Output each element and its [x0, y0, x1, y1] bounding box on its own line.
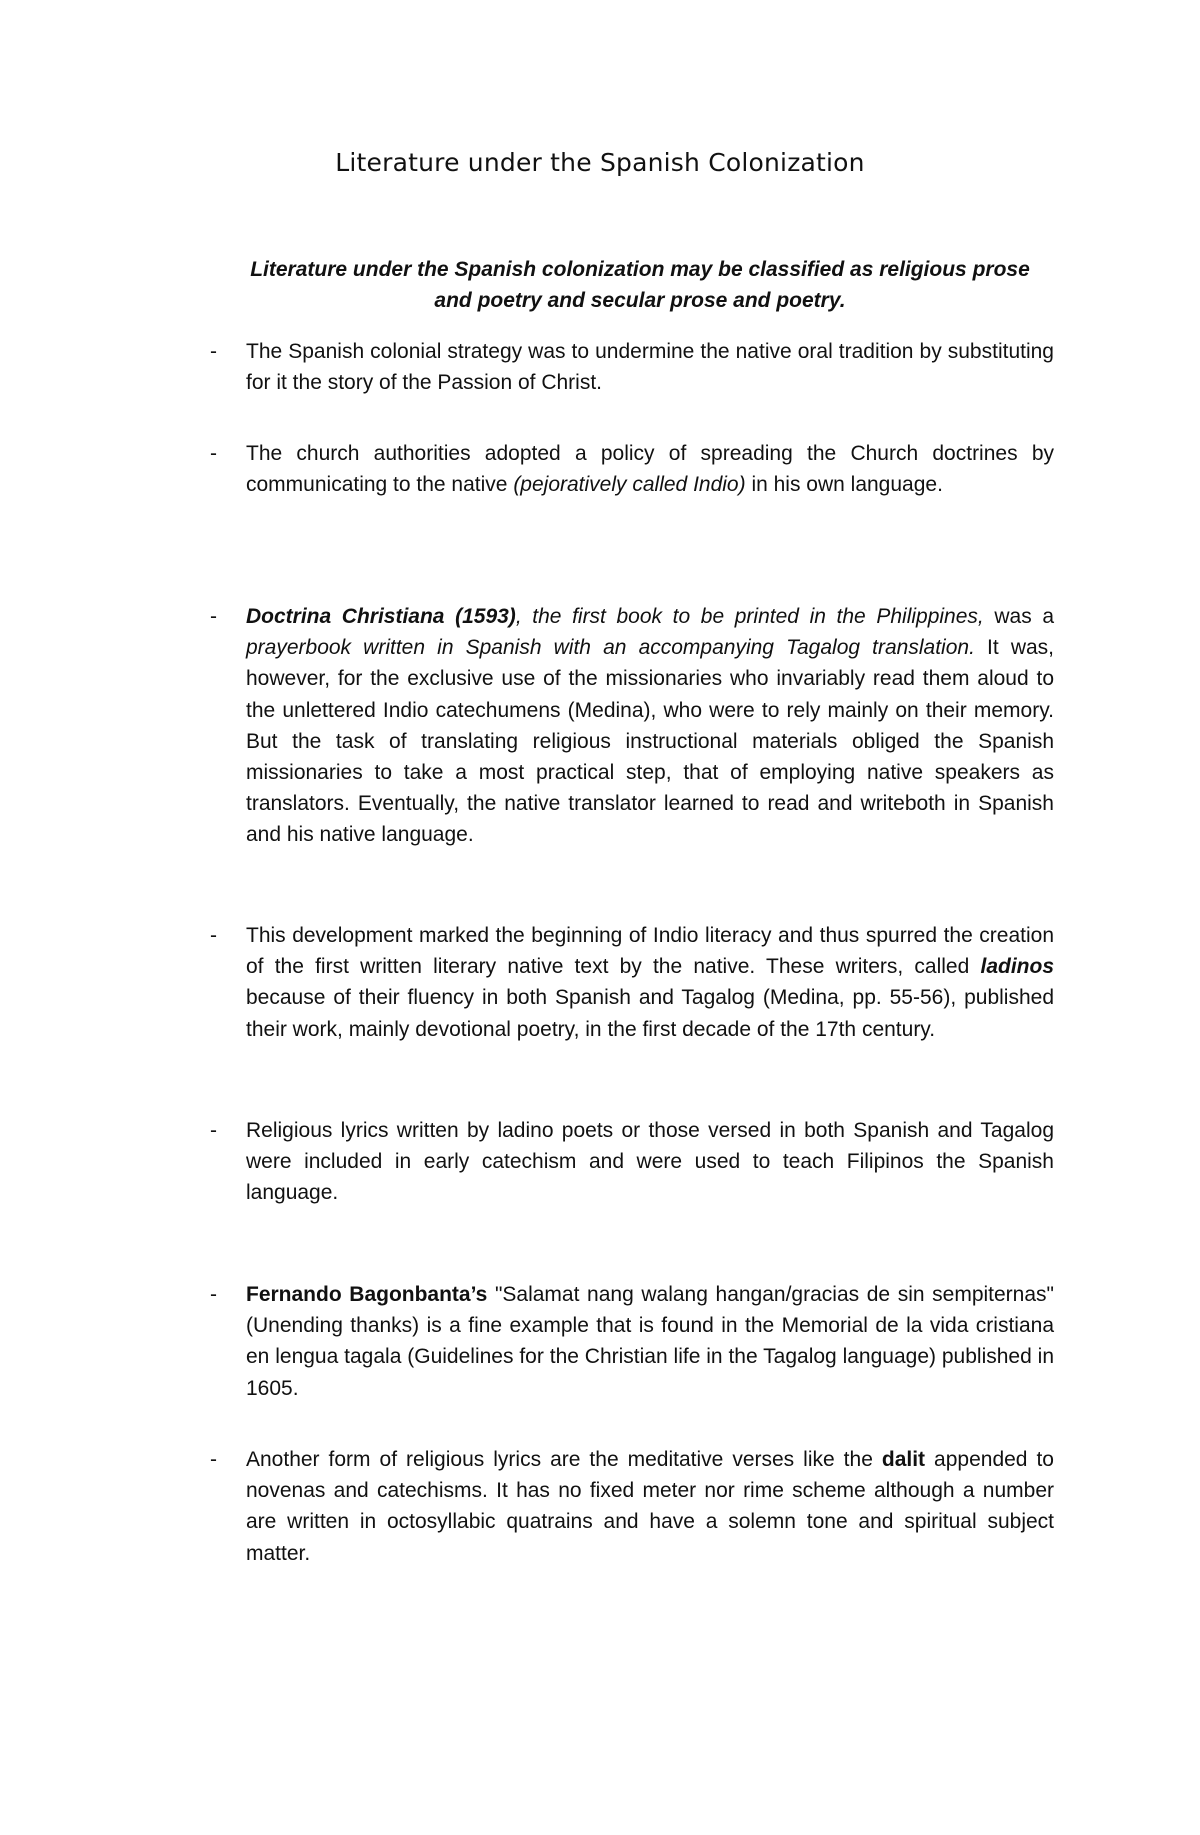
bullet-doctrina-christiana	[210, 601, 1055, 851]
paragraph-text: Another form of religious lyrics are the meditative verses like the	[246, 1448, 882, 1471]
paragraph-text: was a	[983, 605, 1055, 628]
bullet-dalit	[210, 1444, 1054, 1569]
italic-note: (pejoratively called Indio)	[513, 473, 746, 497]
bullet-dash: -	[210, 605, 217, 628]
italic-phrase: , the first book to be printed in the Philippines,	[515, 605, 984, 628]
paragraph-text: It was, however, for the exclusive use of the missionaries who invariably read them aloud to the unlettered Indio catechumens (Medina), who were to rely mainly on their memory. But the task of translating religious instructional materials obliged the Spanish missionaries to take a most practical step, that of employing native speakers as translators. Eventually, the native translator learned to read and writeboth in Spanish and his native language.	[246, 636, 1054, 847]
term-dalit: dalit	[881, 1448, 926, 1471]
bullet-dash: -	[210, 1283, 217, 1306]
paragraph-text: Religious lyrics written by ladino poets or those versed in both Spanish and Tagalog were included in early catechism and were used to teach Filipinos the Spanish language.	[246, 1119, 1054, 1205]
bullet-dash: -	[210, 340, 217, 363]
paragraph-text: appended to novenas and catechisms. It has no fixed meter nor rime scheme although a number are written in octosyllabic quatrains and have a solemn tone and spiritual subject matter.	[246, 1448, 1054, 1565]
paragraph-text: This development marked the beginning of Indio literacy and thus spurred the creation of the first written literary native text by the native. These writers, called	[246, 924, 1054, 979]
bullet-dash: -	[210, 1119, 217, 1142]
intro-statement: Literature under the Spanish colonization may be classified as religious prose and poetry and secular prose and poetry.	[250, 258, 1030, 312]
paragraph-text: The Spanish colonial strategy was to undermine the native oral tradition by substituting for it the story of the Passion of Christ.	[246, 340, 1054, 395]
term-ladinos: ladinos	[980, 955, 1054, 979]
document-title: Literature under the Spanish Colonization	[335, 148, 865, 177]
book-title: Doctrina Christiana (1593)	[246, 605, 516, 628]
bullet-church-policy	[210, 438, 1054, 500]
paragraph-text: because of their fluency in both Spanish and Tagalog (Medina, pp. 55-56), published their work, mainly devotional poetry, in the first decade of the 17th century.	[246, 986, 1054, 1041]
bullet-bagonbanta	[210, 1279, 1054, 1404]
bullet-colonial-strategy	[210, 336, 1054, 398]
paragraph-text: in his own language.	[745, 473, 943, 497]
author-name: Fernando Bagonbanta’s	[246, 1283, 488, 1306]
paragraph-text: The church authorities adopted a policy of spreading the Church doctrines by communicating to the native	[246, 442, 1054, 497]
bullet-religious-lyrics	[210, 1115, 1054, 1209]
bullet-indio-literacy	[210, 920, 1054, 1045]
italic-phrase: prayerbook written in Spanish with an accompanying Tagalog translation.	[246, 636, 975, 660]
bullet-dash: -	[210, 924, 217, 947]
bullet-dash: -	[210, 442, 217, 465]
bullet-dash: -	[210, 1448, 217, 1471]
paragraph-text: "Salamat nang walang hangan/gracias de sin sempiternas" (Unending thanks) is a fine example that is found in the Memorial de la vida cristiana en lengua tagala (Guidelines for the Christian life in the Tagalog language) published in 1605.	[246, 1283, 1054, 1400]
